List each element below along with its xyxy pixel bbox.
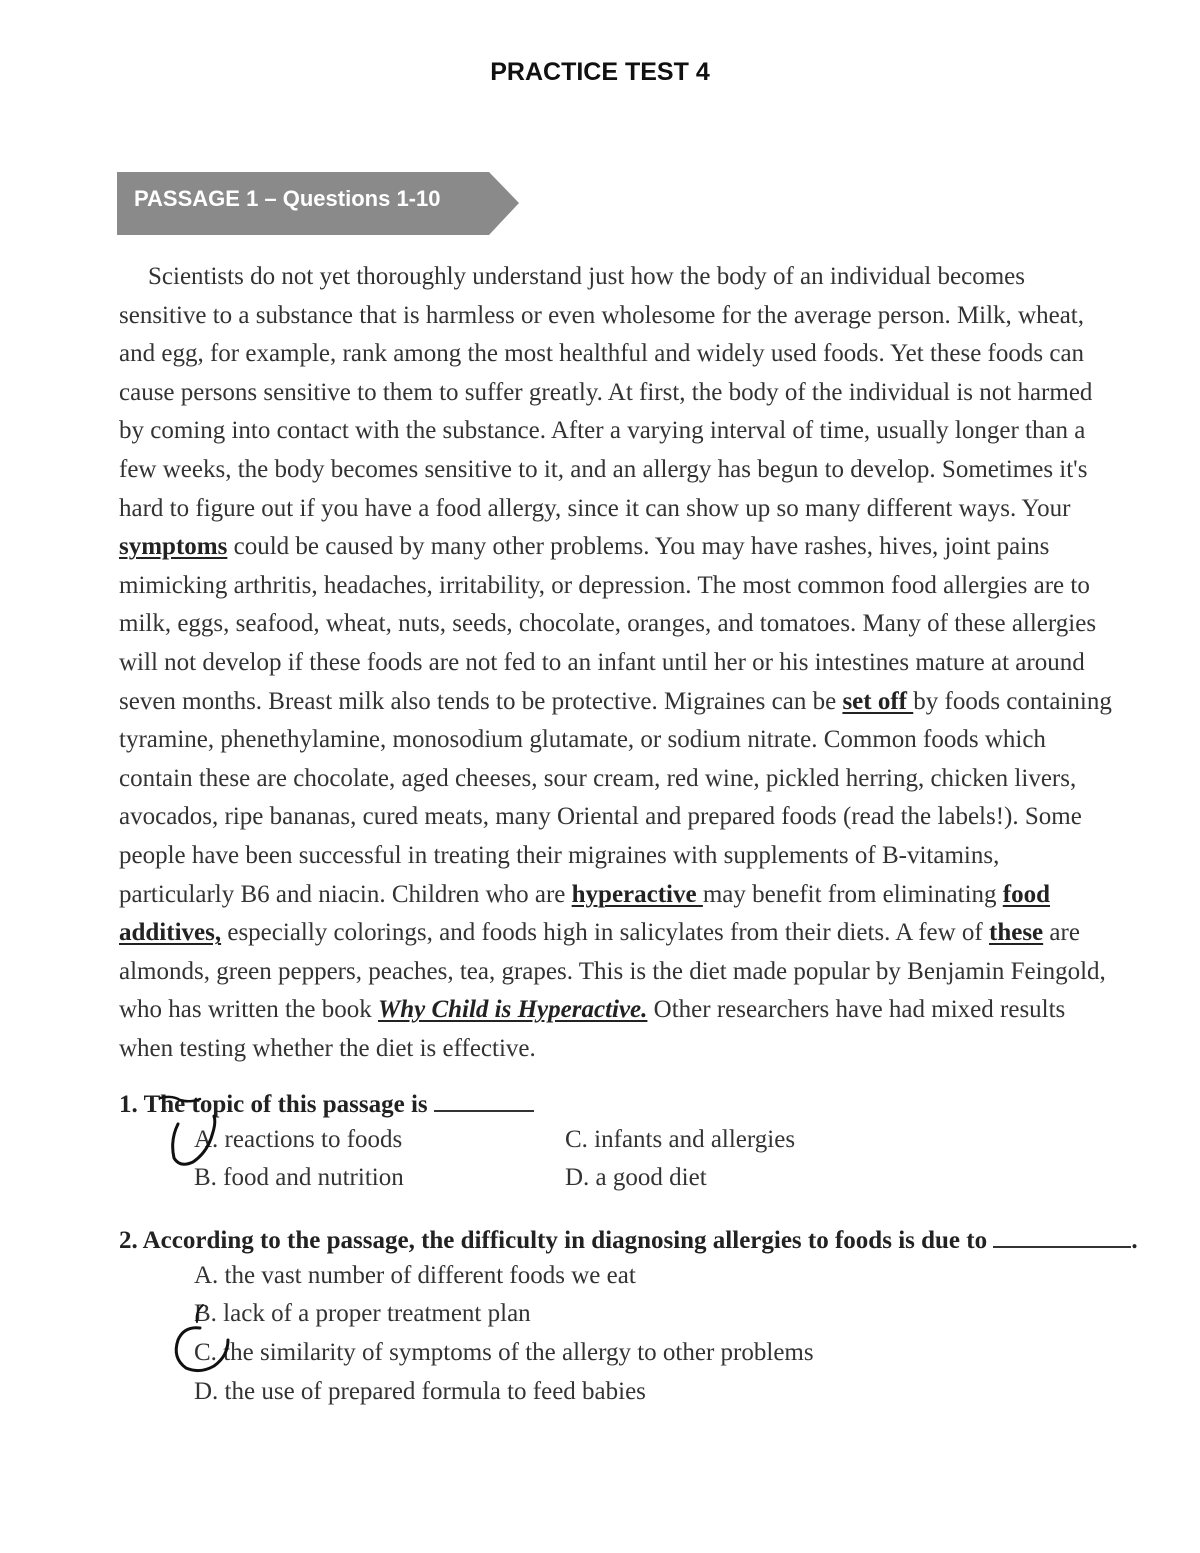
passage-line: will not develop if these foods are not fed to an infant until her or his intestines mature at around (119, 648, 1085, 676)
passage-line: seven months. Breast milk also tends to be protective. Migraines can be set off by foods containing (119, 687, 1112, 715)
question-2-option-a[interactable]: A. the vast number of different foods we eat (194, 1262, 636, 1289)
keyword-symptoms: symptoms (119, 533, 228, 561)
question-2-stem (119, 1224, 1138, 1255)
passage-banner (117, 172, 519, 235)
reading-passage (119, 258, 1112, 1068)
question-2-option-d[interactable]: D. the use of prepared formula to feed babies (194, 1378, 646, 1405)
passage-line: who has written the book Why Child is Hyperactive. Other researchers have had mixed results (119, 996, 1066, 1024)
passage-line: hard to figure out if you have a food allergy, since it can show up so many different ways. Your (119, 494, 1071, 522)
question-number: 2. (119, 1227, 138, 1254)
passage-line: by coming into contact with the substance. After a varying interval of time, usually longer than a (119, 417, 1086, 445)
passage-line: few weeks, the body becomes sensitive to it, and an allergy has begun to develop. Sometimes it's (119, 455, 1088, 483)
passage-line: avocados, ripe bananas, cured meats, many Oriental and prepared foods (read the labels!). Some (119, 803, 1082, 831)
passage-line: sensitive to a substance that is harmless or even wholesome for the average person. Milk, wheat, (119, 301, 1085, 329)
keyword-additives: additives, (119, 919, 222, 947)
passage-line: almonds, green peppers, peaches, tea, grapes. This is the diet made popular by Benjamin Feingold, (119, 957, 1106, 985)
question-2-option-b[interactable]: B. lack of a proper treatment plan (194, 1300, 531, 1327)
passage-line: contain these are chocolate, aged cheeses, sour cream, red wine, pickled herring, chicken livers, (119, 764, 1077, 792)
book-title: Why Child is Hyperactive. (377, 996, 648, 1024)
passage-line: tyramine, phenethylamine, monosodium glutamate, or sodium nitrate. Common foods which (119, 726, 1046, 754)
answer-blank (993, 1224, 1131, 1248)
passage-line: cause persons sensitive to them to suffer greatly. At first, the body of the individual is not harmed (119, 378, 1093, 406)
keyword-set-off: set off (842, 687, 914, 715)
question-1-stem (119, 1088, 534, 1119)
passage-line: milk, eggs, seafood, wheat, nuts, seeds, chocolate, oranges, and tomatoes. Many of these allergies (119, 610, 1097, 638)
banner-label: PASSAGE 1 – Questions 1-10 (134, 186, 441, 211)
page-title: PRACTICE TEST 4 (490, 58, 710, 86)
passage-line: particularly B6 and niacin. Children who are hyperactive may benefit from eliminating food (119, 880, 1051, 908)
keyword-food: food (1002, 880, 1051, 908)
question-2-option-c[interactable]: C. the similarity of symptoms of the allergy to other problems (194, 1339, 814, 1366)
question-1-option-d[interactable]: D. a good diet (565, 1164, 707, 1191)
question-number: 1. (119, 1091, 138, 1118)
passage-line: additives, especially colorings, and foods high in salicylates from their diets. A few of these are (119, 919, 1080, 947)
question-1-option-c[interactable]: C. infants and allergies (565, 1126, 796, 1153)
answer-blank (434, 1088, 534, 1112)
question-1-option-a[interactable]: A. reactions to foods (194, 1126, 403, 1153)
passage-line: people have been successful in treating their migraines with supplements of B-vitamins, (119, 841, 1000, 869)
passage-line: symptoms could be caused by many other problems. You may have rashes, hives, joint pains (119, 533, 1050, 561)
question-1-option-b[interactable]: B. food and nutrition (194, 1164, 404, 1191)
keyword-hyperactive: hyperactive (571, 880, 703, 908)
passage-line: when testing whether the diet is effective. (119, 1034, 536, 1062)
question-end-period: . (1131, 1227, 1138, 1254)
question-text: The topic of this passage is (143, 1091, 428, 1118)
passage-line: mimicking arthritis, headaches, irritability, or depression. The most common food allergies are to (119, 571, 1090, 599)
keyword-these: these (989, 919, 1044, 947)
passage-line: and egg, for example, rank among the most healthful and widely used foods. Yet these foods can (119, 340, 1085, 368)
question-text: According to the passage, the difficulty in diagnosing allergies to foods is due to (142, 1227, 988, 1254)
passage-line: Scientists do not yet thoroughly understand just how the body of an individual becomes (148, 263, 1025, 290)
